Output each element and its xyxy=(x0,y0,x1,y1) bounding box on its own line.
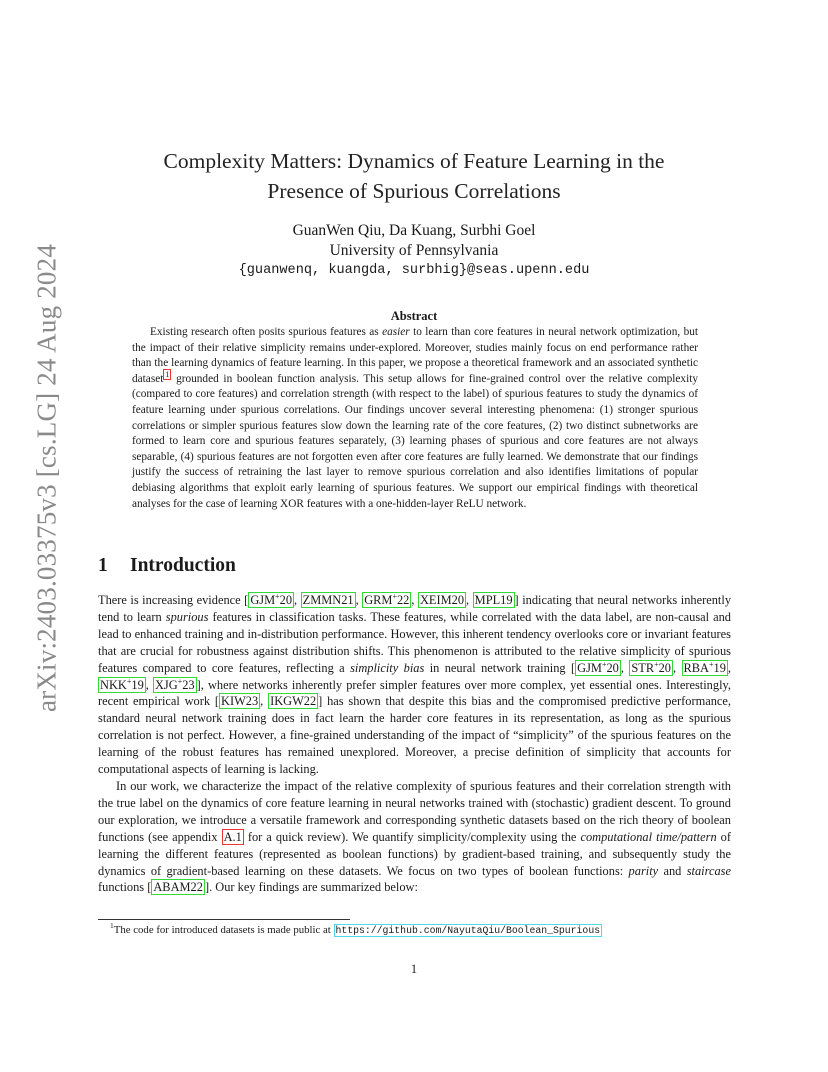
abstract-text-part: grounded in boolean function analysis. This setup allows for fine-grained control over the relative complexity (compared to core features) and correlation strength (with respect to the label) of spurious features to study the dynamics of feature learning under spurious correlations. Our findings uncover several interesting phenomena: (1) stronger spurious correlations or simpler spurious features slow down the learning rate of the core features, (2) two distinct subnetworks are formed to learn core and spurious features separately, (3) learning phases of spurious and core features are not always separable, (4) spurious features are not forgotten even after core features are fully learned. We demonstrate that our findings justify the success of retraining the last layer to remove spurious correlation and also identifies limitations of popular debiasing algorithms that exploit early learning of spurious features. We support our empirical findings with theoretical analyses for the case of learning XOR features with a one-hidden-layer ReLU network. xyxy=(132,372,698,510)
paragraph-text: features in classification tasks. These features, while correlated with the data label, are non-causal and lead to enhanced training and in-distribution performance. However, this inherent tendency overlooks core or invariant features that are crucial for robustness against distribution shifts. This phenomenon is attributed to the relative simplicity of spurious features compared to core features, reflecting a xyxy=(98,609,731,675)
intro-paragraph-1: There is increasing evidence [ GJM+20 , ZMMN21 , GRM+22 , XEIM20 , MPL19 ] indicating that neural networks inherently tend to learn spurious features in classification tasks. These features, while correlated with the data label, are non-causal and lead to enhanced training and in-distribution performance. However, this inherent tendency overlooks core or invariant features that are crucial for robustness against distribution shifts. This phenomenon is attributed to the relative simplicity of spurious features compared to core features, reflecting a simplicity bias in neural network training [ GJM+20 , STR+20 , RBA+19 , NKK+19 , XJG+23 ], where networks inherently prefer simpler features over more complex, yet essential ones. Interestingly, recent empirical work [ KIW23 , IKGW22 ] has shown that despite this bias and the compromised predictive performance, standard neural network training does in fact learn the harder core features in its representation, as long as the spurious correlation is not perfect. However, a fine-grained understanding of the impact of “simplicity” of the spurious features on the learning of the robust features has remained unexplored. Moreover, a precise definition of simplicity that accounts for computational aspects of learning is lacking. xyxy=(98,591,732,777)
paragraph-text: of learning the different features (represented as boolean functions) by gradient-based training, and subsequently study the dynamics of gradient-based learning on these datasets. We focus on two types of boolean functions: xyxy=(98,829,732,878)
emphasis-spurious: spurious xyxy=(165,609,209,624)
citation-year: 19 xyxy=(131,677,144,692)
citation-superscript: + xyxy=(126,676,132,686)
citation-key: NKK xyxy=(100,677,127,692)
page-number: 1 xyxy=(410,962,418,976)
paragraph-text: for a quick review). We quantify simplicity/complexity using the xyxy=(243,829,581,844)
arxiv-identifier: arXiv:2403.03375v3 [cs.LG] 24 Aug 2024 xyxy=(31,243,62,713)
citation-link[interactable] xyxy=(248,592,294,608)
github-url-link[interactable]: https://github.com/NayutaQiu/Boolean_Spurious xyxy=(335,925,601,936)
citation-link[interactable] xyxy=(153,677,197,693)
citation-link[interactable]: IKGW22 xyxy=(270,694,317,709)
paragraph-text: has shown that despite this bias and the compromised predictive performance, standard neural network training does in fact learn the harder core features in its representation, as long as the spurious correlation is not perfect. However, a fine-grained understanding of the impact of “simplicity” of the spurious features on the learning of the robust features has remained unexplored. Moreover, a precise definition of simplicity that accounts for computational aspects of learning is lacking. xyxy=(98,694,732,777)
footnote-divider xyxy=(98,919,350,920)
emphasis-easier: easier xyxy=(382,326,410,338)
citation-key: GRM xyxy=(364,593,393,607)
citation-superscript: + xyxy=(392,591,397,601)
citation-year: 20 xyxy=(279,593,293,607)
paragraph-text: , where networks inherently prefer simpler features over more complex, yet essential ones. Interestingly, recent empirical work xyxy=(98,677,731,709)
footnote xyxy=(98,923,602,938)
citation-year: 19 xyxy=(713,660,726,675)
footnote-ref-link[interactable]: 1 xyxy=(165,370,170,380)
author-list: GuanWen Qiu, Da Kuang, Surbhi Goel xyxy=(292,222,536,239)
citation-year: 20 xyxy=(606,660,619,675)
introduction-body xyxy=(98,592,731,896)
citation-key: RBA xyxy=(683,660,709,675)
citation-link[interactable]: KIW23 xyxy=(221,694,259,709)
section-heading xyxy=(98,555,236,577)
citation-superscript: + xyxy=(275,591,280,601)
citation-year: 20 xyxy=(658,660,671,675)
citation-superscript: + xyxy=(654,659,659,669)
citation-link[interactable]: ABAM22 xyxy=(153,880,203,895)
affiliation: University of Pennsylvania xyxy=(329,242,499,259)
citation-superscript: + xyxy=(601,659,607,669)
intro-paragraph-2: In our work, we characterize the impact of the relative complexity of spurious features and their correlation strength with the true label on the dynamics of core feature learning in neural networks trained with (stochastic) gradient descent. To ground our exploration, we introduce a versatile framework and corresponding synthetic datasets based on the rich theory of boolean functions (see appendix A.1 for a quick review). We quantify simplicity/complexity using the computational time/pattern of learning the different features (represented as boolean functions) by gradient-based training, and subsequently study the dynamics of gradient-based learning on these datasets. We focus on two types of boolean functions: parity and staircase functions [ ABAM22 ]. Our key findings are summarized below: xyxy=(98,778,732,895)
paragraph-text: . Our key findings are summarized below: xyxy=(209,880,418,895)
citation-link[interactable] xyxy=(362,592,411,608)
citation-link[interactable]: ZMMN21 xyxy=(302,593,354,607)
citation-superscript: + xyxy=(177,676,183,686)
citation-key: XJG xyxy=(154,677,178,692)
section-number: 1 xyxy=(98,555,108,576)
citation-link[interactable]: MPL19 xyxy=(474,593,513,607)
appendix-ref-link[interactable]: A.1 xyxy=(223,829,242,844)
paragraph-text: In our work, we characterize the impact of the relative complexity of spurious features and their correlation strength with the true label on the dynamics of core feature learning in neural networks trained with (stochastic) gradient descent. To ground our exploration, we introduce a versatile framework and corresponding synthetic datasets based on the rich theory of boolean functions (see appendix xyxy=(98,778,731,844)
emphasis-computational: computational time/pattern xyxy=(580,829,717,844)
citation-link[interactable]: XEIM20 xyxy=(419,593,465,607)
paragraph-text: indicating that neural networks inherently tend to learn xyxy=(98,593,732,624)
paragraph-text: functions xyxy=(98,880,148,895)
footnote-mark: 1 xyxy=(110,921,114,931)
abstract-heading: Abstract xyxy=(390,309,438,323)
section-title: Introduction xyxy=(130,555,236,576)
emphasis-staircase: staircase xyxy=(686,863,731,878)
citation-link[interactable] xyxy=(98,677,146,693)
title-line-2: Presence of Spurious Correlations xyxy=(267,179,561,203)
citation-link[interactable] xyxy=(629,660,673,676)
abstract-text xyxy=(132,325,698,512)
citation-year: 22 xyxy=(396,593,410,607)
paragraph-text: There is increasing evidence xyxy=(98,593,245,607)
citation-superscript: + xyxy=(708,659,714,669)
footnote-text: The code for introduced datasets is made public at xyxy=(113,924,334,936)
citation-year: 23 xyxy=(182,677,195,692)
citation-key: STR xyxy=(631,660,655,675)
emphasis-simplicity-bias: simplicity bias xyxy=(350,660,425,675)
paper-title xyxy=(110,146,718,206)
citation-key: GJM xyxy=(577,660,602,675)
abstract-text-part: to learn than core features in neural network optimization, but the impact of their relative simplicity remains under-explored. Moreover, studies mainly focus on end performance rather than the learning dynamics of feature learning. In this paper, we propose a theoretical framework and an associated synthetic dataset xyxy=(132,326,698,385)
paragraph-text: in neural network training xyxy=(424,660,572,675)
citation-link[interactable] xyxy=(682,660,728,676)
citation-key: GJM xyxy=(250,593,276,607)
title-line-1: Complexity Matters: Dynamics of Feature Learning in the xyxy=(163,149,665,173)
abstract-text-part: Existing research often posits spurious features as xyxy=(150,326,383,338)
author-emails: {guanwenq, kuangda, surbhig}@seas.upenn.edu xyxy=(238,263,590,278)
emphasis-parity: parity xyxy=(628,863,659,878)
paragraph-text: and xyxy=(658,863,687,878)
citation-link[interactable] xyxy=(575,660,621,676)
